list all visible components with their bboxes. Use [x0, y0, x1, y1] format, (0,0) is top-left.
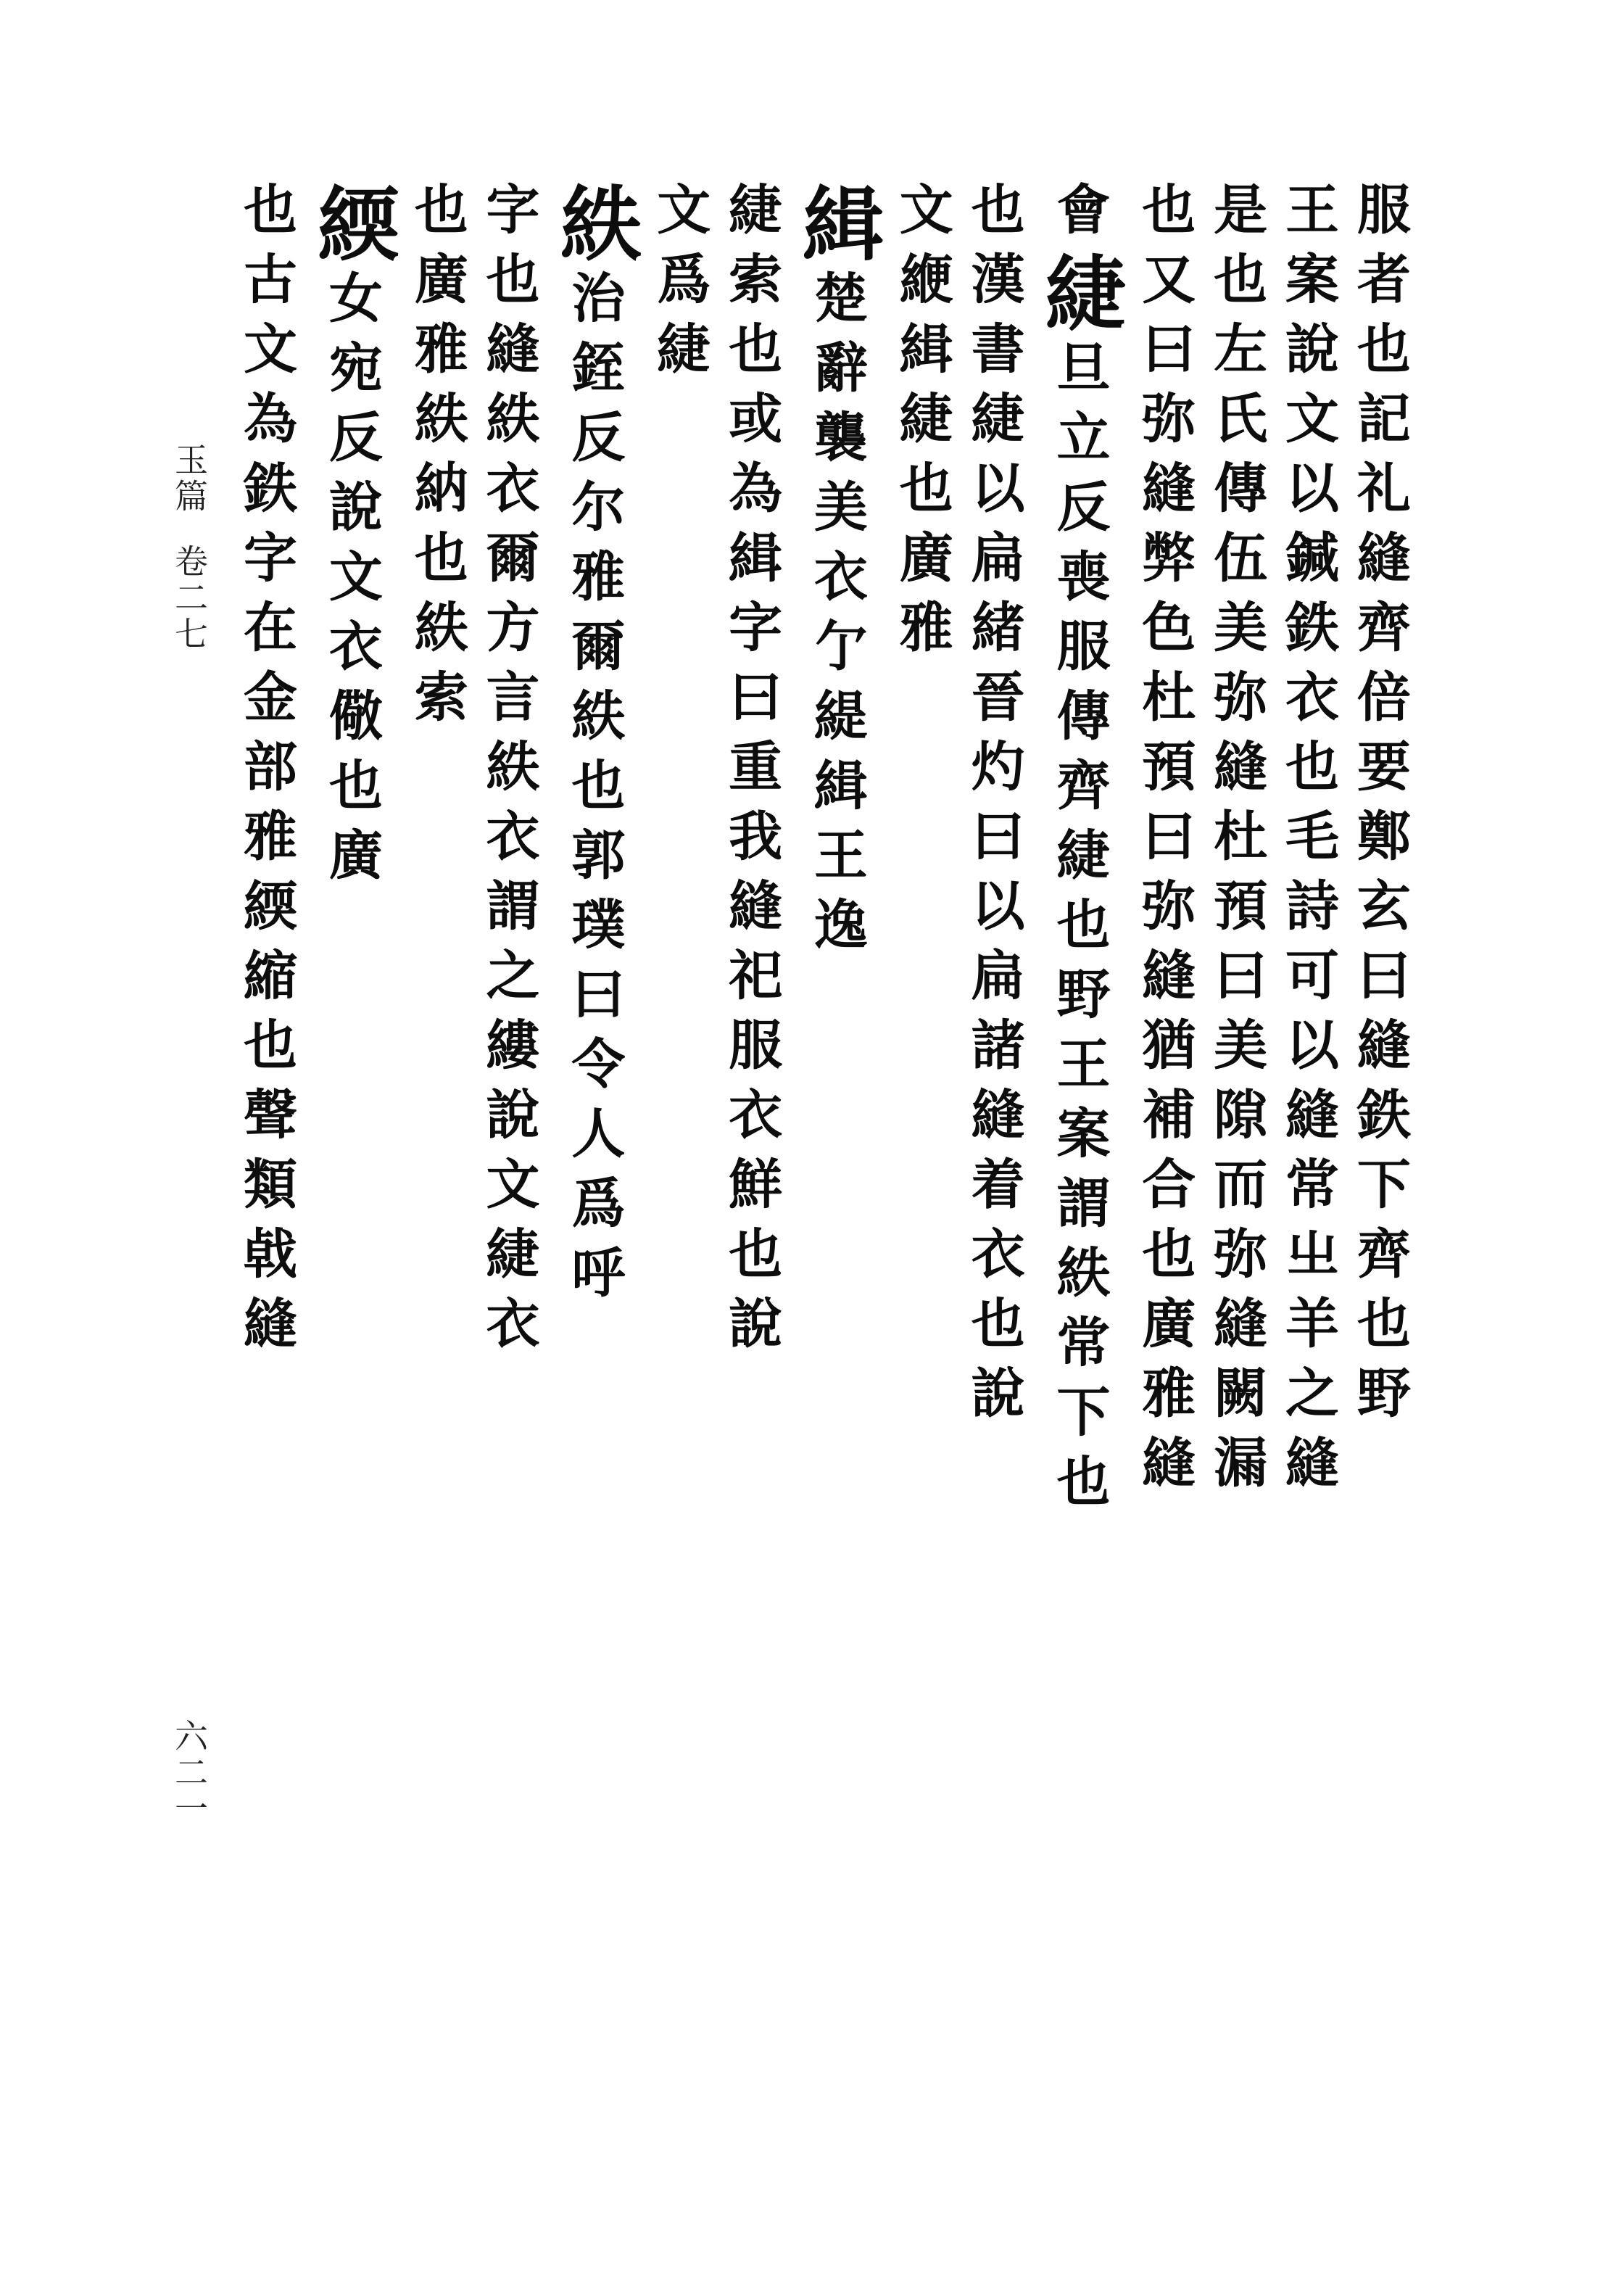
- headword-character: 緝: [789, 181, 884, 270]
- column-text: 王案說文以鍼鉄衣也毛詩可以縫常㞢羊之縫: [1276, 181, 1339, 1504]
- running-head-book: 玉篇: [170, 442, 209, 515]
- text-column: [720, 181, 783, 1365]
- column-text: 也又曰弥縫弊色杜預曰弥縫猶補合也廣雅縫: [1133, 181, 1196, 1504]
- text-column: [405, 181, 468, 738]
- text-column: [477, 181, 540, 1365]
- column-text: 服者也記礼縫齊倍要鄭玄曰縫鉄下齊也野: [1348, 181, 1411, 1434]
- column-text: 緁索也或為緝字曰重我縫祀服衣鮮也說: [720, 181, 783, 1365]
- column-text: 女宛反說文衣儆也廣: [320, 270, 383, 896]
- column-text: 文爲緁: [648, 181, 711, 390]
- column-text: 是也左氏傳伍美弥縫杜預曰美隙而弥縫闕漏: [1205, 181, 1268, 1504]
- text-column: [1276, 181, 1339, 1504]
- column-text: 文緶緝緁也廣雅: [890, 181, 953, 669]
- column-text: 也古文為鉄字在金部雅緛縮也聲類㦸縫: [235, 181, 297, 1365]
- headword-character: 緁: [1032, 251, 1127, 339]
- column-text: 治銍反尔雅爾紩也郭璞曰令人爲呼: [563, 270, 626, 1314]
- main-text-block: [235, 181, 1411, 2096]
- column-text: 也廣雅紩納也紩索: [405, 181, 468, 738]
- text-column: [547, 181, 642, 1314]
- text-column: [890, 181, 953, 669]
- column-text: 字也縫紩衣爾方言紩衣謂之縷說文緁衣: [477, 181, 540, 1365]
- text-column: [648, 181, 711, 390]
- column-text: 楚辭襲美衣亇緹緝王逸: [805, 270, 868, 966]
- column-text: 也漢書緁以扁緒晉灼曰以扁諸縫着衣也說: [962, 181, 1025, 1434]
- text-column: [1348, 181, 1411, 1434]
- page-number: 六二一: [170, 1719, 209, 1827]
- text-column: [962, 181, 1025, 1434]
- column-text: 旦立反喪服傳齊緁也野王案謂紩常下也: [1048, 339, 1111, 1523]
- headword-character: 緛: [304, 181, 399, 270]
- running-head: [165, 442, 213, 653]
- text-column: [1133, 181, 1196, 1504]
- text-column: [789, 181, 884, 966]
- column-text: 會: [1048, 181, 1111, 251]
- text-column: [1032, 181, 1127, 1523]
- text-column: [304, 181, 399, 896]
- running-head-volume: 卷二七: [170, 544, 209, 653]
- headword-character: 紩: [547, 181, 642, 270]
- text-column: [235, 181, 297, 1365]
- text-column: [1205, 181, 1268, 1504]
